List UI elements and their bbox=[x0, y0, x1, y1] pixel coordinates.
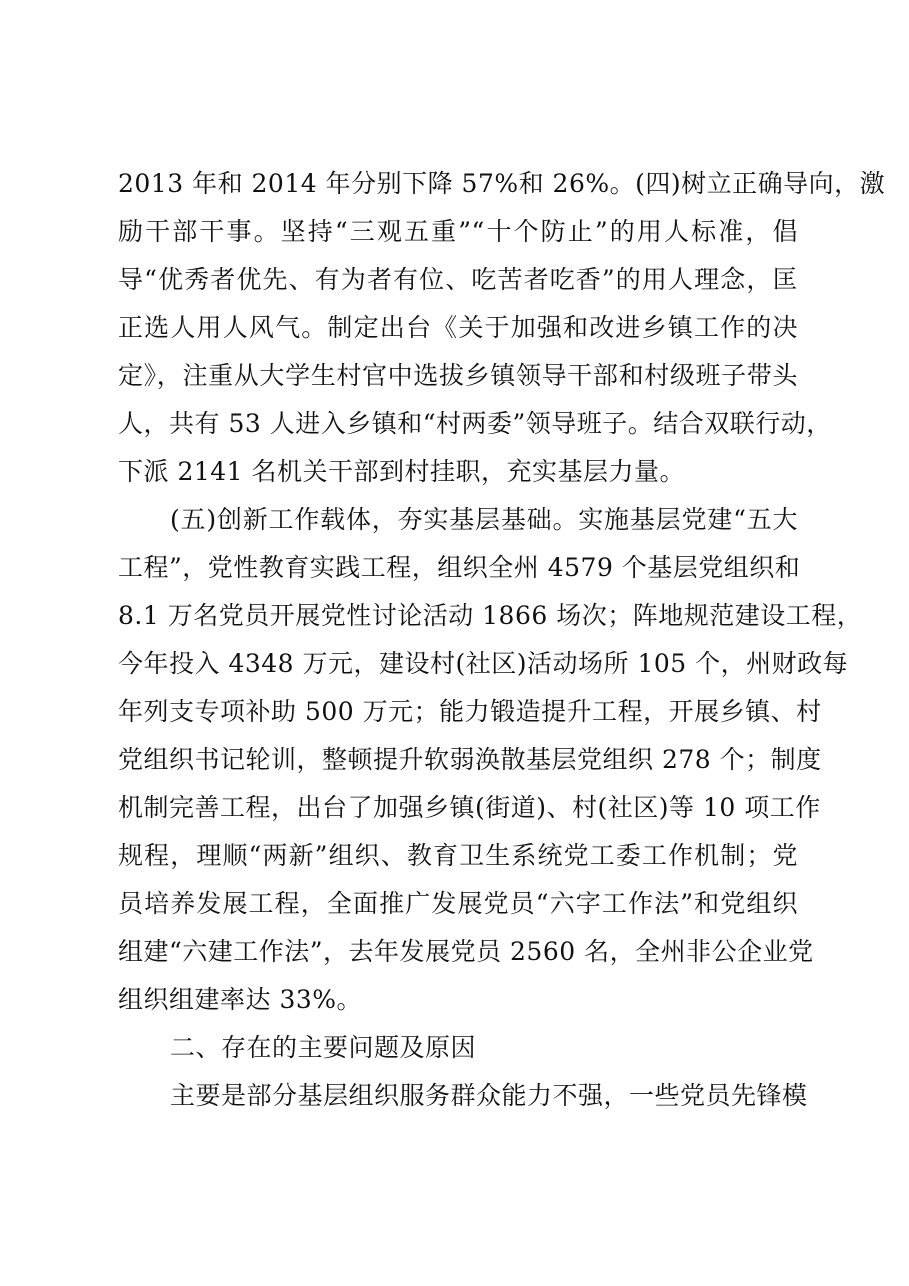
paragraph-line: 2013 年和 2014 年分别下降 57%和 26%。(四)树立正确导向，激 bbox=[118, 169, 886, 198]
paragraph-line: 下派 2141 名机关干部到村挂职，充实基层力量。 bbox=[118, 457, 686, 486]
paragraph-line: 主要是部分基层组织服务群众能力不强，一些党员先锋模 bbox=[170, 1081, 808, 1110]
paragraph-line: 组织组建率达 33%。 bbox=[118, 985, 363, 1014]
paragraph-line: 定》，注重从大学生村官中选拔乡镇领导干部和村级班子带头 bbox=[118, 361, 798, 390]
paragraph-line: 年列支专项补助 500 万元；能力锻造提升工程，开展乡镇、村 bbox=[118, 697, 822, 726]
paragraph-line: 人，共有 53 人进入乡镇和“村两委”领导班子。结合双联行动， bbox=[118, 409, 832, 438]
paragraph-line: 机制完善工程，出台了加强乡镇(街道)、村(社区)等 10 项工作 bbox=[118, 793, 821, 822]
paragraph-line: 组建“六建工作法”，去年发展党员 2560 名，全州非公企业党 bbox=[118, 937, 814, 966]
paragraph-line: 导“优秀者优先、有为者有位、吃苦者吃香”的用人理念，匡 bbox=[118, 265, 798, 294]
paragraph-line: 正选人用人风气。制定出台《关于加强和改进乡镇工作的决 bbox=[118, 313, 798, 342]
paragraph-line: 工程”，党性教育实践工程，组织全州 4579 个基层党组织和 bbox=[118, 553, 801, 582]
paragraph-line: 8.1 万名党员开展党性讨论活动 1866 场次；阵地规范建设工程， bbox=[118, 601, 863, 630]
paragraph-line: 励干部干事。坚持“三观五重”“十个防止”的用人标准，倡 bbox=[118, 217, 798, 246]
paragraph-line: (五)创新工作载体，夯实基层基础。实施基层党建“五大 bbox=[170, 505, 798, 534]
paragraph-line: 今年投入 4348 万元，建设村(社区)活动场所 105 个，州财政每 bbox=[118, 649, 849, 678]
paragraph-line: 党组织书记轮训，整顿提升软弱涣散基层党组织 278 个；制度 bbox=[118, 745, 822, 774]
section-heading: 二、存在的主要问题及原因 bbox=[170, 1033, 477, 1062]
paragraph-line: 规程，理顺“两新”组织、教育卫生系统党工委工作机制；党 bbox=[118, 841, 798, 870]
paragraph-line: 员培养发展工程，全面推广发展党员“六字工作法”和党组织 bbox=[118, 889, 798, 918]
